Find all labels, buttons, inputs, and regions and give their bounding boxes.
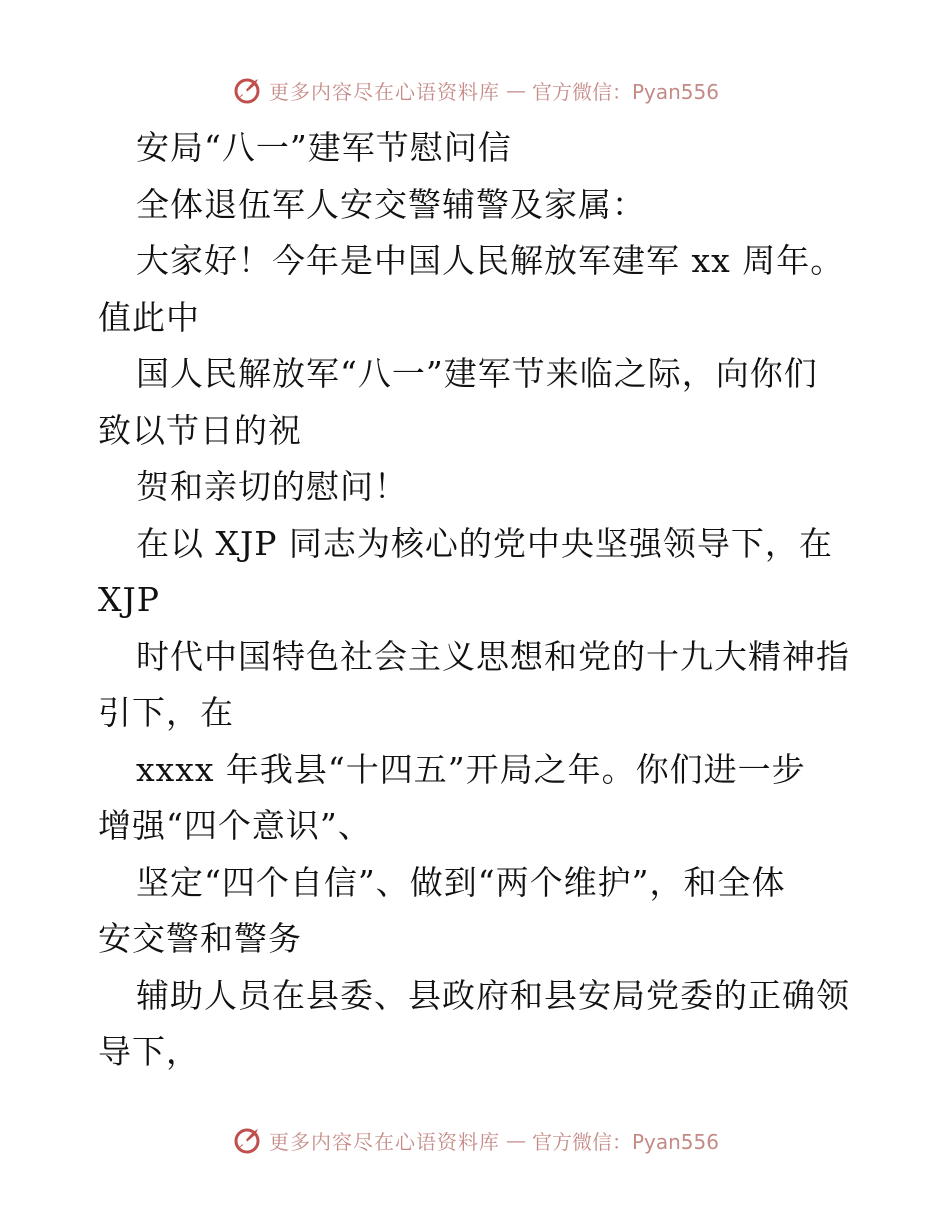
watermark-brand: 更多内容尽在心语资料库 xyxy=(268,1129,500,1154)
body-line: 国人民解放军“八一”建军节来临之际，向你们 xyxy=(136,354,818,393)
body-line: 时代中国特色社会主义思想和党的十九大精神指 xyxy=(136,636,850,676)
body-line: 安交警和警务 xyxy=(98,919,302,958)
body-line: 导下， xyxy=(98,1032,200,1071)
body-line: 大家好！今年是中国人民解放军建军 xx 周年。 xyxy=(136,241,845,280)
body-line: XJP xyxy=(98,580,160,619)
body-line: 在以 XJP 同志为核心的党中央坚强领导下，在 xyxy=(136,523,833,563)
header-watermark xyxy=(0,70,950,110)
watermark-brand: 更多内容尽在心语资料库 xyxy=(268,79,500,104)
letter-title: 安局“八一”建军节慰问信 xyxy=(136,128,512,167)
letter-salutation: 全体退伍军人安交警辅警及家属： xyxy=(136,184,646,224)
watermark-contact: 官方微信：Pyan556 xyxy=(531,79,719,104)
body-line: xxxx 年我县“十四五”开局之年。你们进一步 xyxy=(136,749,806,789)
quill-circle-icon xyxy=(231,74,263,106)
body-line: 增强“四个意识”、 xyxy=(98,806,372,845)
body-line: 引下，在 xyxy=(98,693,234,732)
watermark-contact: 官方微信：Pyan556 xyxy=(531,1129,719,1154)
body-line: 辅助人员在县委、县政府和县安局党委的正确领 xyxy=(136,975,850,1015)
body-line: 值此中 xyxy=(98,297,200,337)
body-line: 贺和亲切的慰问！ xyxy=(136,467,408,506)
footer-watermark xyxy=(0,1120,950,1160)
watermark-separator: — xyxy=(505,78,526,102)
quill-circle-icon xyxy=(231,1124,263,1156)
watermark-separator: — xyxy=(505,1128,526,1152)
letter-body xyxy=(98,120,858,1081)
body-line: 致以节日的祝 xyxy=(98,410,302,450)
body-line: 坚定“四个自信”、做到“两个维护”，和全体 xyxy=(136,862,786,902)
